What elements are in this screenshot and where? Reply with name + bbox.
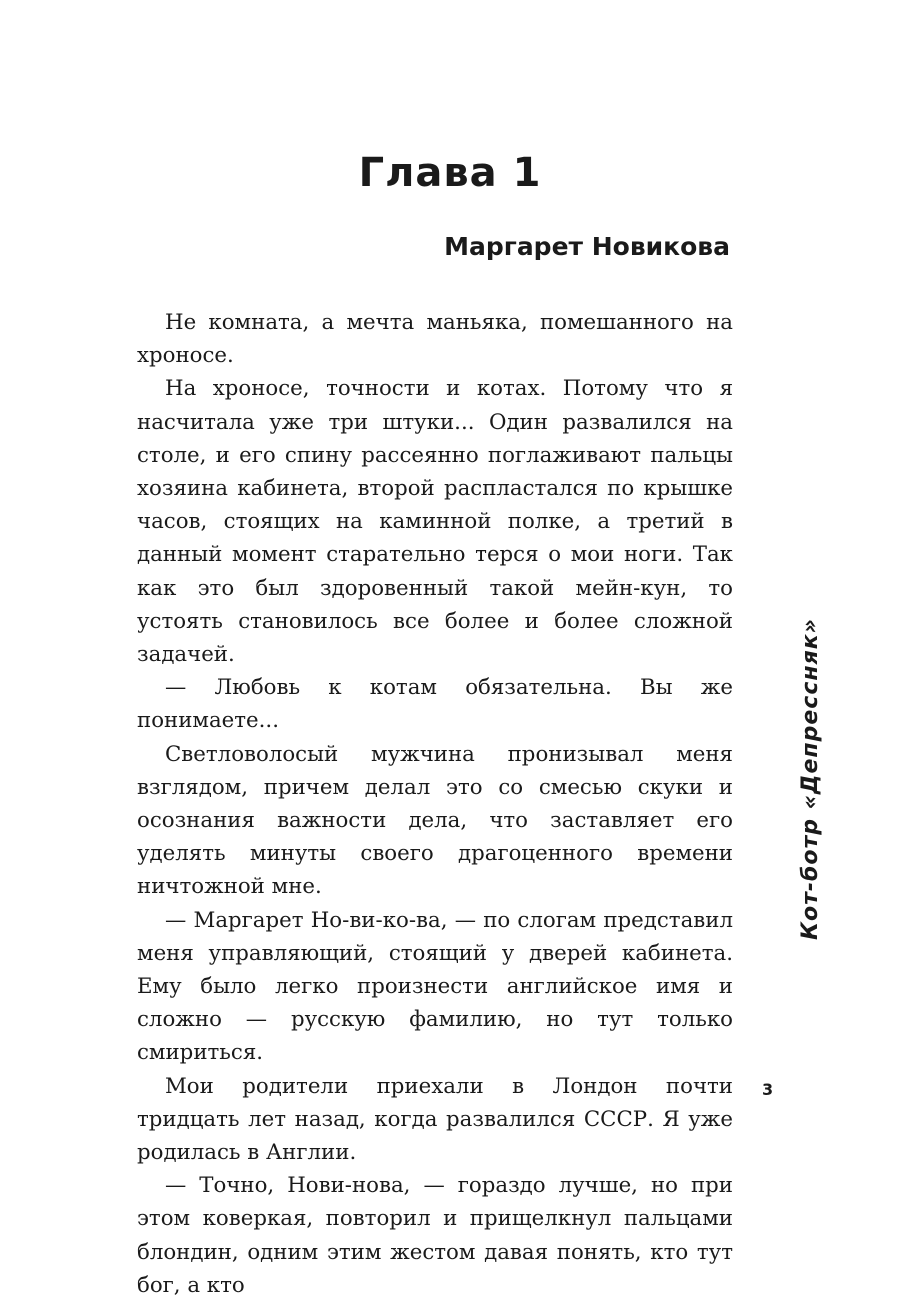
chapter-title: Глава 1 [358, 150, 542, 196]
series-side-label: Кот-ботр «Депрессняк» [798, 618, 823, 940]
chapter-subtitle: Маргарет Новикова [444, 232, 730, 261]
paragraph: Светловолосый мужчина пронизывал меня взглядом, причем делал это со смесью скуки и осознания важности дела, что заставляет его уделять минуты своего драгоценного времени ничтожной мне. [137, 741, 733, 900]
page-number: 3 [762, 1080, 774, 1099]
paragraph: Не комната, а мечта маньяка, помешанного на хроносе. [137, 310, 733, 369]
body-text [137, 306, 733, 1302]
paragraph: Мои родители приехали в Лондон почти тридцать лет назад, когда развалился СССР. Я уже родилась в Англии. [137, 1073, 733, 1166]
paragraph: — Любовь к котам обязательна. Вы же понимаете... [137, 675, 733, 734]
paragraph: — Маргарет Но-ви-ко-ва, — по слогам представил меня управляющий, стоящий у дверей кабинета. Ему было легко произнести английское имя и сложно — русскую фамилию, но тут только смириться. [137, 907, 733, 1066]
paragraph: — Точно, Нови-нова, — гораздо лучше, но при этом коверкая, повторил и прищелкнул пальцами блондин, одним этим жестом давая понять, кто тут бог, а кто [137, 1173, 733, 1298]
paragraph: На хроносе, точности и котах. Потому что я насчитала уже три штуки... Один развалился на столе, и его спину рассеянно поглаживают пальцы хозяина кабинета, второй распластался по крышке часов, стоящих на каминной полке, а третий в данный момент старательно терся о мои ноги. Так как это был здоровенный такой мейн-кун, то устоять становилось все более и более сложной задачей. [137, 376, 733, 668]
